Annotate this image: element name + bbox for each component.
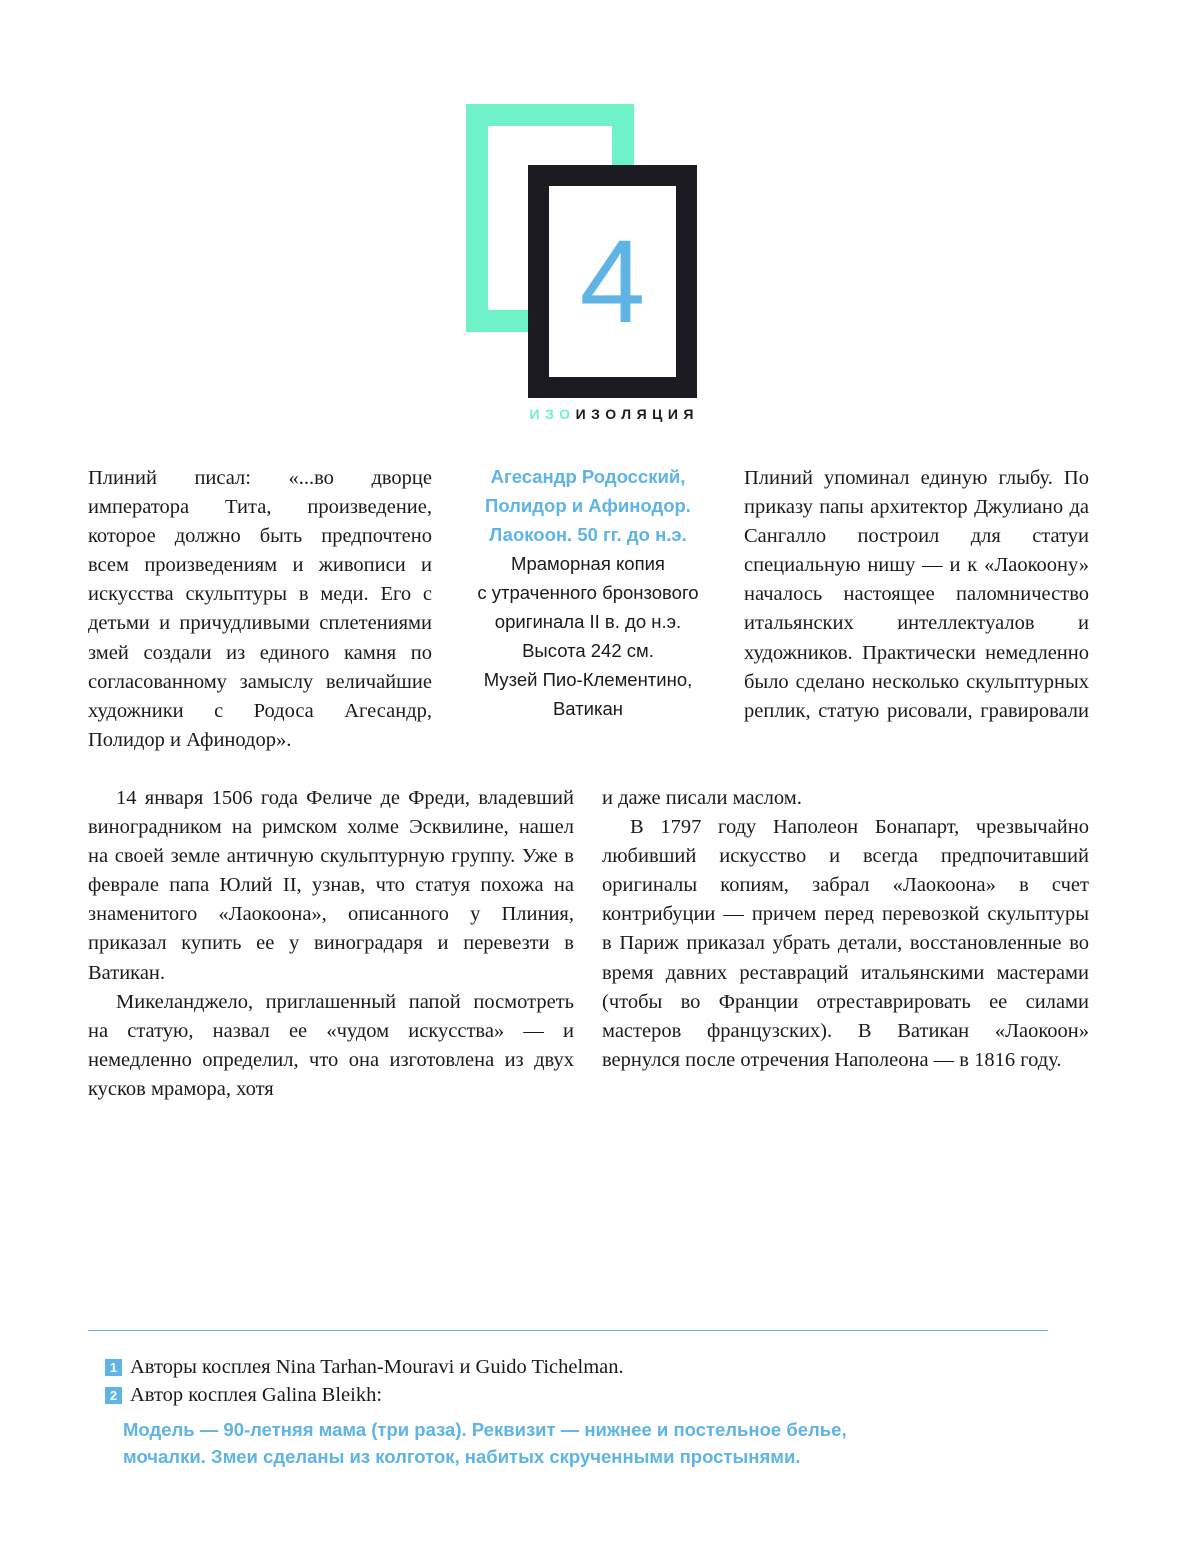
wordmark-part-2: ИЗОЛЯЦИЯ <box>575 406 699 422</box>
caption-title-line: Лаокоон. 50 гг. до н.э. <box>489 524 687 545</box>
footnote-divider <box>88 1330 1048 1331</box>
caption-body-line: Высота 242 см. <box>522 640 654 661</box>
caption-title-line: Полидор и Афинодор. <box>485 495 691 516</box>
dark-frame <box>528 165 697 398</box>
paragraph-continuation: и даже писали маслом. <box>602 787 802 809</box>
caption-body-line: Музей Пио-Клементино, <box>483 669 693 690</box>
caption-title-line: Агесандр Родосский, <box>490 466 686 487</box>
footnote <box>105 1381 1005 1409</box>
caption-body-line: с утраченного бронзового <box>477 582 699 603</box>
caption-body-line: оригинала II в. до н.э. <box>494 611 682 632</box>
footnotes <box>105 1353 1005 1409</box>
right-column-bottom <box>602 784 1089 1075</box>
left-column-bottom <box>88 784 574 1104</box>
footnote <box>105 1353 1005 1381</box>
description-line: Модель — 90-летняя мама (три раза). Реквизит — нижнее и постельное белье, <box>123 1419 847 1440</box>
cosplay-description <box>123 1416 1023 1470</box>
left-column-top <box>88 464 432 755</box>
wordmark-part-1: ИЗО <box>529 406 576 422</box>
paragraph: Микеланджело, приглашенный папой посмотреть на статую, назвал ее «чудом искусства» — и немедленно определил, что она изготовлена из двух кусков мрамора, хотя <box>88 990 574 1100</box>
footnote-number-badge: 2 <box>105 1387 122 1404</box>
footnote-text: Автор косплея Galina Bleikh: <box>130 1384 383 1406</box>
footnote-text: Авторы косплея Nina Tarhan-Mouravi и Guido Tichelman. <box>130 1356 624 1378</box>
footnote-number-badge: 1 <box>105 1359 122 1376</box>
section-wordmark <box>466 404 699 424</box>
artwork-caption <box>446 462 730 723</box>
paragraph: Плиний писал: «...во дворце императора Тита, произведение, которое должно быть предпочтено всем произведениям и живописи и искусства скульптуры в меди. Его с детьми и причудливыми сплетениями змей создали из единого камня по согласованному замыслу величайшие художники с Родоса Агесандр, Полидор и Афинодор». <box>88 467 432 751</box>
right-column-top <box>744 464 1089 726</box>
paragraph: Плиний упоминал единую глыбу. По приказу папы архитектор Джулиано да Сангалло построил для статуи специальную нишу — и к «Лаокоону» началось настоящее паломничество итальянских интеллектуалов и художников. Практически немедленно было сделано несколько скульптурных реплик, статую рисовали, гравировали <box>744 467 1089 722</box>
paragraph: В 1797 году Наполеон Бонапарт, чрезвычайно любивший искусство и всегда предпочитавший оригиналы копиям, забрал «Лаокоона» в счет контрибуции — причем перед перевозкой скульптуры в Париж приказал убрать детали, восстановленные во время давних реставраций итальянскими мастерами (чтобы во Франции отреставрировать ее силами мастеров французских). В Ватикан «Лаокоон» вернулся после отречения Наполеона — в 1816 году. <box>602 816 1089 1071</box>
description-line: мочалки. Змеи сделаны из колготок, набитых скрученными простынями. <box>123 1446 801 1467</box>
paragraph: 14 января 1506 года Феличе де Фреди, владевший виноградником на римском холме Эсквилине, нашел на своей земле античную скульптурную группу. Уже в феврале папа Юлий II, узнав, что статуя похожа на знаменитого «Лаокоона», описанного у Плиния, приказал купить ее у виноградаря и перевезти в Ватикан. <box>88 787 574 984</box>
section-number: 4 <box>579 215 646 348</box>
caption-body-line: Ватикан <box>552 698 624 719</box>
caption-body-line: Мраморная копия <box>511 553 665 574</box>
section-logo <box>466 104 698 424</box>
